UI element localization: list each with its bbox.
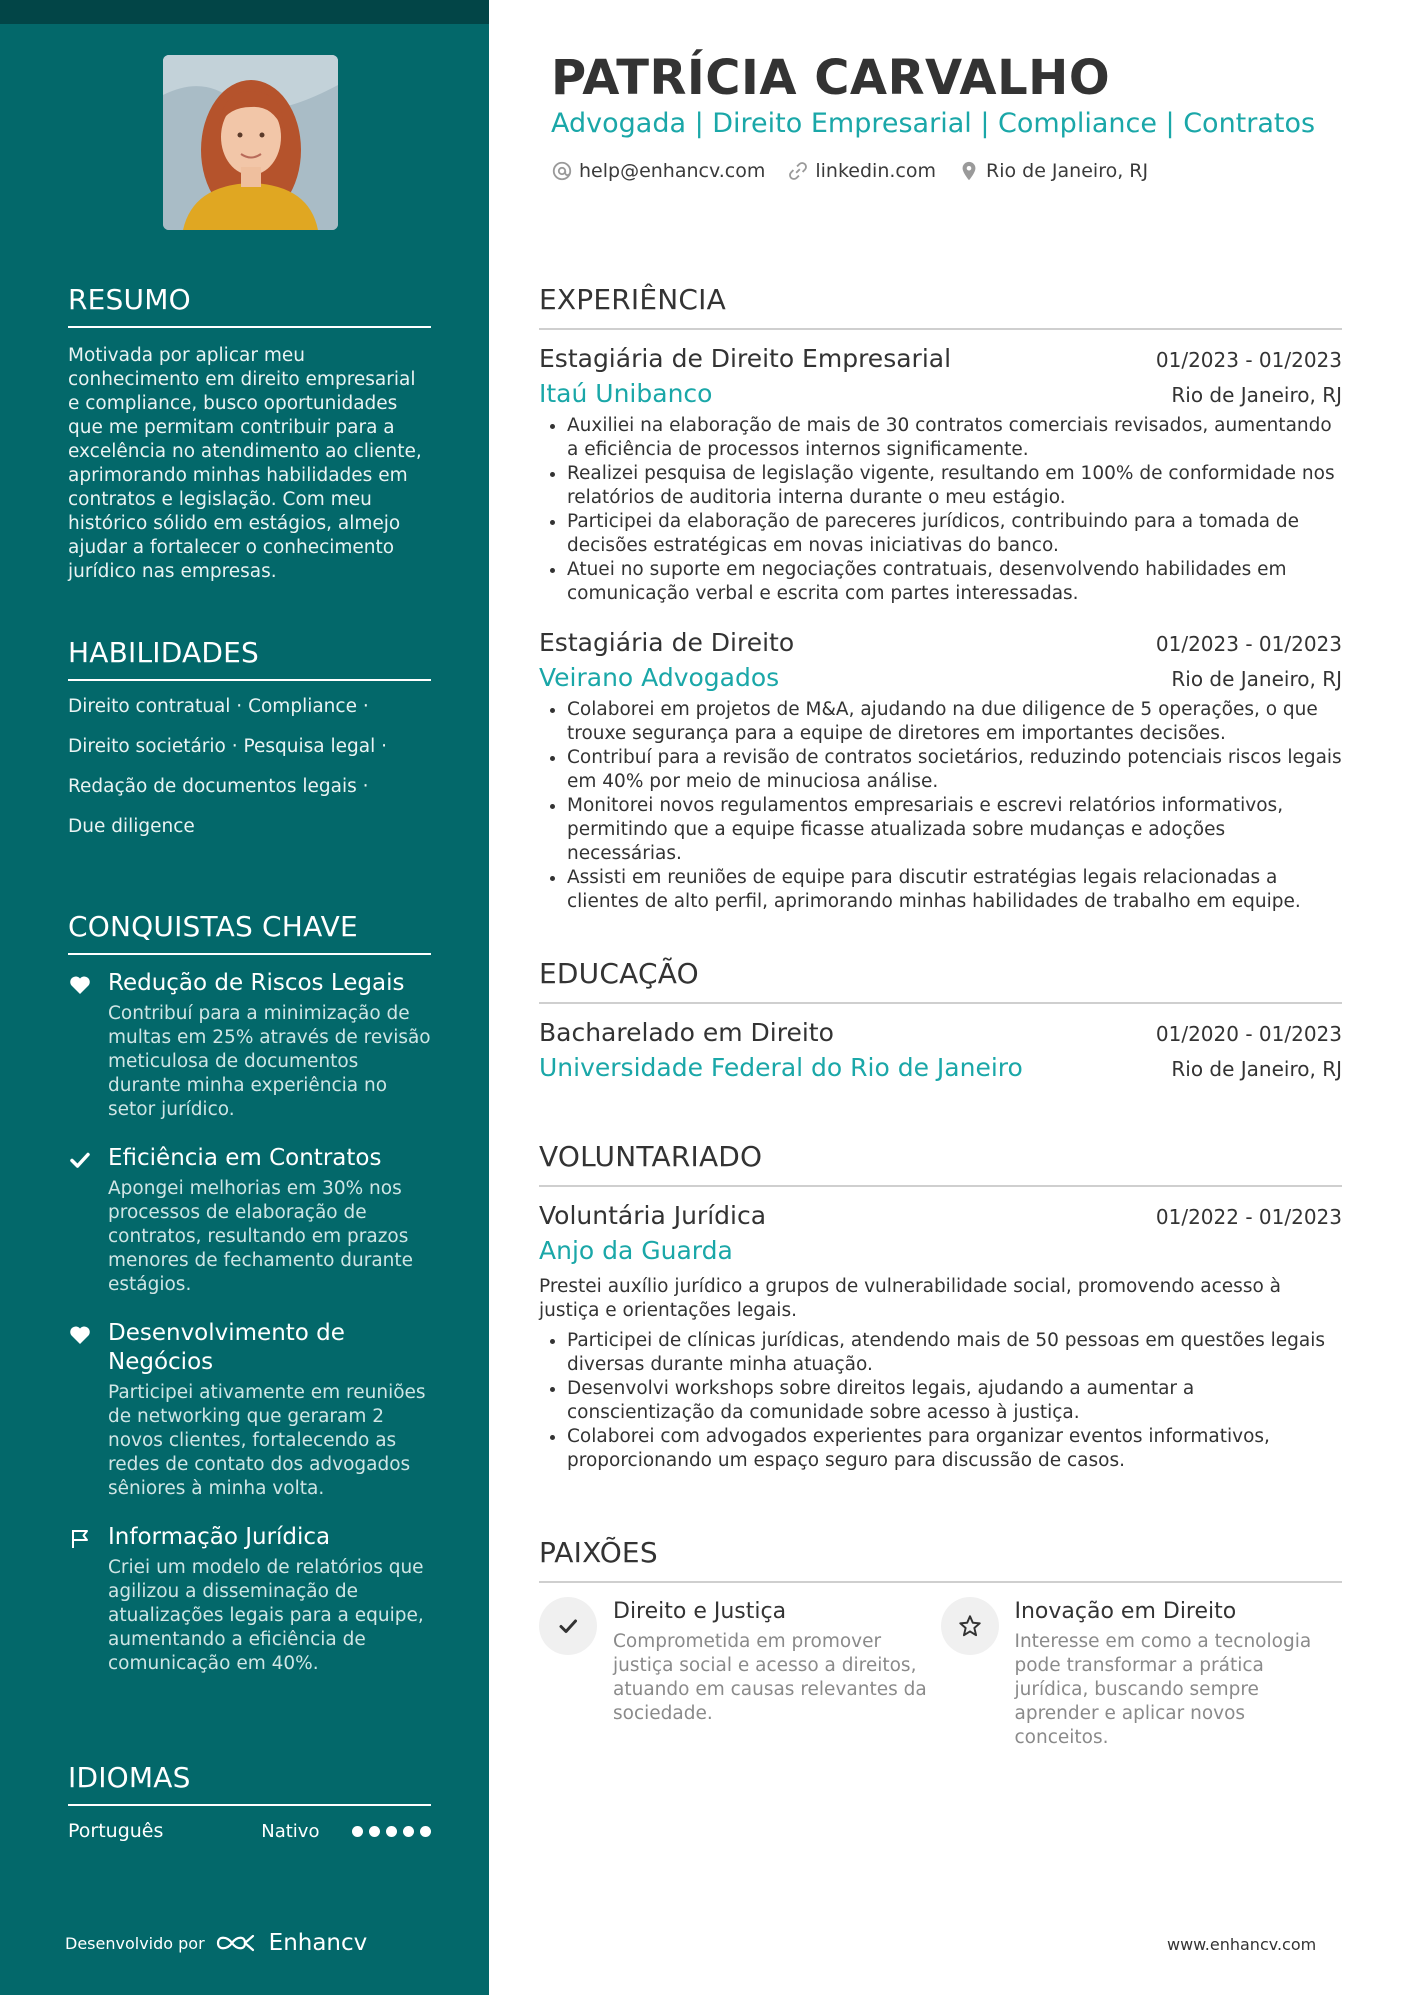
achievement-title: Eficiência em Contratos bbox=[108, 1145, 382, 1171]
contact-location-text: Rio de Janeiro, RJ bbox=[986, 160, 1149, 182]
candidate-headline: Advogada | Direito Empresarial | Compliance | Contratos bbox=[551, 108, 1316, 139]
passion-title: Inovação em Direito bbox=[1014, 1599, 1237, 1624]
passion-desc: Comprometida em promover justiça social e acesso a direitos, atuando em causas relevantes da sociedade. bbox=[613, 1631, 927, 1724]
footer-website-link[interactable]: www.enhancv.com bbox=[1167, 1935, 1317, 1954]
volunteer-heading: VOLUNTARIADO bbox=[539, 1140, 1342, 1187]
rating-dot bbox=[369, 1826, 380, 1837]
achievement-desc: Apongei melhorias em 30% nos processos de elaboração de contratos, resultando em prazos menores de fechamento durante estágios. bbox=[108, 1178, 414, 1295]
company-name: Veirano Advogados bbox=[539, 663, 780, 692]
summary-section bbox=[68, 283, 431, 584]
education-entry bbox=[539, 1018, 1342, 1082]
volunteer-description: Prestei auxílio jurídico a grupos de vulnerabilidade social, promovendo acesso à justiça e orientações legais. bbox=[539, 1276, 1281, 1321]
job-bullet: • Atuei no suporte em negociações contratuais, desenvolvendo habilidades em comunicação verbal e escrita com partes interessadas. bbox=[567, 558, 1342, 606]
volunteer-bullet: • Desenvolvi workshops sobre direitos legais, ajudando a aumentar a conscientização da comunidade sobre acesso à justiça. bbox=[567, 1377, 1342, 1425]
language-rating bbox=[352, 1826, 431, 1837]
achievement-item bbox=[68, 969, 431, 1122]
volunteer-bullets bbox=[539, 1329, 1342, 1473]
enhancv-brand-name: Enhancv bbox=[268, 1930, 368, 1956]
job-dates: 01/2023 - 01/2023 bbox=[1155, 348, 1342, 372]
passion-item bbox=[941, 1597, 1343, 1750]
summary-heading: RESUMO bbox=[68, 283, 431, 328]
profile-photo bbox=[163, 55, 338, 230]
passions-heading: PAIXÕES bbox=[539, 1536, 1342, 1583]
enhancv-logo-icon bbox=[215, 1932, 261, 1954]
skills-heading: HABILIDADES bbox=[68, 636, 431, 681]
flag-icon bbox=[68, 1527, 92, 1551]
school-location: Rio de Janeiro, RJ bbox=[1171, 1057, 1342, 1081]
experience-entry bbox=[539, 628, 1342, 914]
experience-heading: EXPERIÊNCIA bbox=[539, 283, 1342, 330]
volunteer-section bbox=[539, 1140, 1342, 1473]
volunteer-role: Voluntária Jurídica bbox=[539, 1201, 767, 1230]
skills-section bbox=[68, 636, 431, 839]
school-name: Universidade Federal do Rio de Janeiro bbox=[539, 1053, 1023, 1082]
location-pin-icon bbox=[958, 160, 980, 182]
link-icon bbox=[787, 160, 809, 182]
degree-title: Bacharelado em Direito bbox=[539, 1018, 834, 1047]
language-level: Nativo bbox=[261, 1820, 320, 1842]
sidebar bbox=[0, 0, 489, 1995]
powered-by-label: Desenvolvido por bbox=[65, 1933, 205, 1953]
achievement-item bbox=[68, 1319, 431, 1501]
star-icon bbox=[941, 1597, 999, 1655]
languages-heading: IDIOMAS bbox=[68, 1761, 431, 1806]
passions-section bbox=[539, 1536, 1342, 1750]
job-bullet: • Realizei pesquisa de legislação vigente, resultando em 100% de conformidade nos relatórios de auditoria interna durante o meu estágio. bbox=[567, 462, 1342, 510]
powered-by bbox=[65, 1930, 367, 1956]
achievement-item bbox=[68, 1523, 431, 1676]
contact-linkedin-text: linkedin.com bbox=[815, 160, 936, 182]
volunteer-org: Anjo da Guarda bbox=[539, 1236, 733, 1265]
education-dates: 01/2020 - 01/2023 bbox=[1155, 1022, 1342, 1046]
language-name: Português bbox=[68, 1820, 164, 1842]
sidebar-top-bar bbox=[0, 0, 489, 24]
checkmark-icon bbox=[68, 1148, 92, 1172]
achievement-title: Redução de Riscos Legais bbox=[108, 970, 405, 996]
experience-section bbox=[539, 283, 1342, 914]
achievement-title: Desenvolvimento de Negócios bbox=[108, 1320, 345, 1375]
candidate-name: PATRÍCIA CARVALHO bbox=[551, 50, 1111, 106]
contact-location bbox=[958, 160, 1148, 182]
job-bullet: • Assisti em reuniões de equipe para discutir estratégias legais relacionadas a clientes de alto perfil, aprimorando minhas habilidades de trabalho em equipe. bbox=[567, 866, 1342, 914]
volunteer-bullet: • Colaborei com advogados experientes para organizar eventos informativos, proporcionando um espaço seguro para discussão de casos. bbox=[567, 1425, 1342, 1473]
achievements-heading: CONQUISTAS CHAVE bbox=[68, 910, 431, 955]
contact-info bbox=[551, 160, 1170, 182]
summary-text: Motivada por aplicar meu conhecimento em direito empresarial e compliance, busco oportunidades que me permitam contribuir para a excelência no atendimento ao cliente, aprimorando minhas habilidades em contratos e legislação. Com meu histórico sólido em estágios, almejo ajudar a fortalecer o conhecimento jurídico nas empresas. bbox=[68, 345, 422, 582]
job-title: Estagiária de Direito Empresarial bbox=[539, 344, 952, 373]
job-bullets bbox=[539, 698, 1342, 914]
contact-email[interactable] bbox=[551, 160, 765, 182]
experience-entry bbox=[539, 344, 1342, 606]
skills-line: Direito contratual · Compliance · bbox=[68, 696, 369, 717]
achievement-desc: Participei ativamente em reuniões de networking que geraram 2 novos clientes, fortalecendo as redes de contato dos advogados sêniores à minha volta. bbox=[108, 1382, 426, 1499]
language-item bbox=[68, 1820, 431, 1842]
job-bullet: • Contribuí para a revisão de contratos societários, reduzindo potenciais riscos legais em 40% por meio de minuciosa análise. bbox=[567, 746, 1342, 794]
contact-linkedin[interactable] bbox=[787, 160, 936, 182]
achievement-desc: Criei um modelo de relatórios que agilizou a disseminação de atualizações legais para a equipe, aumentando a eficiência de comunicação em 40%. bbox=[108, 1557, 424, 1674]
job-title: Estagiária de Direito bbox=[539, 628, 795, 657]
job-location: Rio de Janeiro, RJ bbox=[1171, 667, 1342, 691]
achievement-item bbox=[68, 1144, 431, 1297]
job-dates: 01/2023 - 01/2023 bbox=[1155, 632, 1342, 656]
job-bullet: • Participei da elaboração de pareceres jurídicos, contribuindo para a tomada de decisões estratégicas em novas iniciativas do banco. bbox=[567, 510, 1342, 558]
job-location: Rio de Janeiro, RJ bbox=[1171, 383, 1342, 407]
volunteer-dates: 01/2022 - 01/2023 bbox=[1155, 1205, 1342, 1229]
volunteer-bullet: • Participei de clínicas jurídicas, atendendo mais de 50 pessoas em questões legais diversas durante minha atuação. bbox=[567, 1329, 1342, 1377]
heart-icon bbox=[68, 973, 92, 997]
skills-line: Due diligence bbox=[68, 816, 195, 837]
education-section bbox=[539, 957, 1342, 1082]
job-bullet: • Colaborei em projetos de M&A, ajudando na due diligence de 5 operações, o que trouxe segurança para a equipe de diretores em importantes decisões. bbox=[567, 698, 1342, 746]
job-bullet: • Monitorei novos regulamentos empresariais e escrevi relatórios informativos, permitindo que a equipe ficasse atualizada sobre mudanças e adoções necessárias. bbox=[567, 794, 1342, 866]
languages-section bbox=[68, 1761, 431, 1842]
achievement-title: Informação Jurídica bbox=[108, 1524, 331, 1550]
volunteer-entry bbox=[539, 1201, 1342, 1473]
skills-line: Direito societário · Pesquisa legal · bbox=[68, 736, 387, 757]
skills-line: Redação de documentos legais · bbox=[68, 776, 369, 797]
education-heading: EDUCAÇÃO bbox=[539, 957, 1342, 1004]
passion-item bbox=[539, 1597, 941, 1750]
heart-icon bbox=[68, 1323, 92, 1347]
rating-dot bbox=[352, 1826, 363, 1837]
rating-dot bbox=[420, 1826, 431, 1837]
enhancv-logo[interactable] bbox=[215, 1930, 368, 1956]
achievement-desc: Contribuí para a minimização de multas em 25% através de revisão meticulosa de documentos durante minha experiência no setor jurídico. bbox=[108, 1003, 431, 1120]
contact-email-text: help@enhancv.com bbox=[579, 160, 766, 182]
company-name: Itaú Unibanco bbox=[539, 379, 713, 408]
rating-dot bbox=[386, 1826, 397, 1837]
job-bullet: • Auxiliei na elaboração de mais de 30 contratos comerciais revisados, aumentando a eficiência de processos internos significamente. bbox=[567, 414, 1342, 462]
passion-title: Direito e Justiça bbox=[613, 1599, 787, 1624]
job-bullets bbox=[539, 414, 1342, 606]
rating-dot bbox=[403, 1826, 414, 1837]
achievements-section bbox=[68, 910, 431, 1676]
at-icon bbox=[551, 160, 573, 182]
passion-desc: Interesse em como a tecnologia pode transformar a prática jurídica, buscando sempre aprender e aplicar novos conceitos. bbox=[1014, 1631, 1312, 1748]
checkmark-icon bbox=[539, 1597, 597, 1655]
